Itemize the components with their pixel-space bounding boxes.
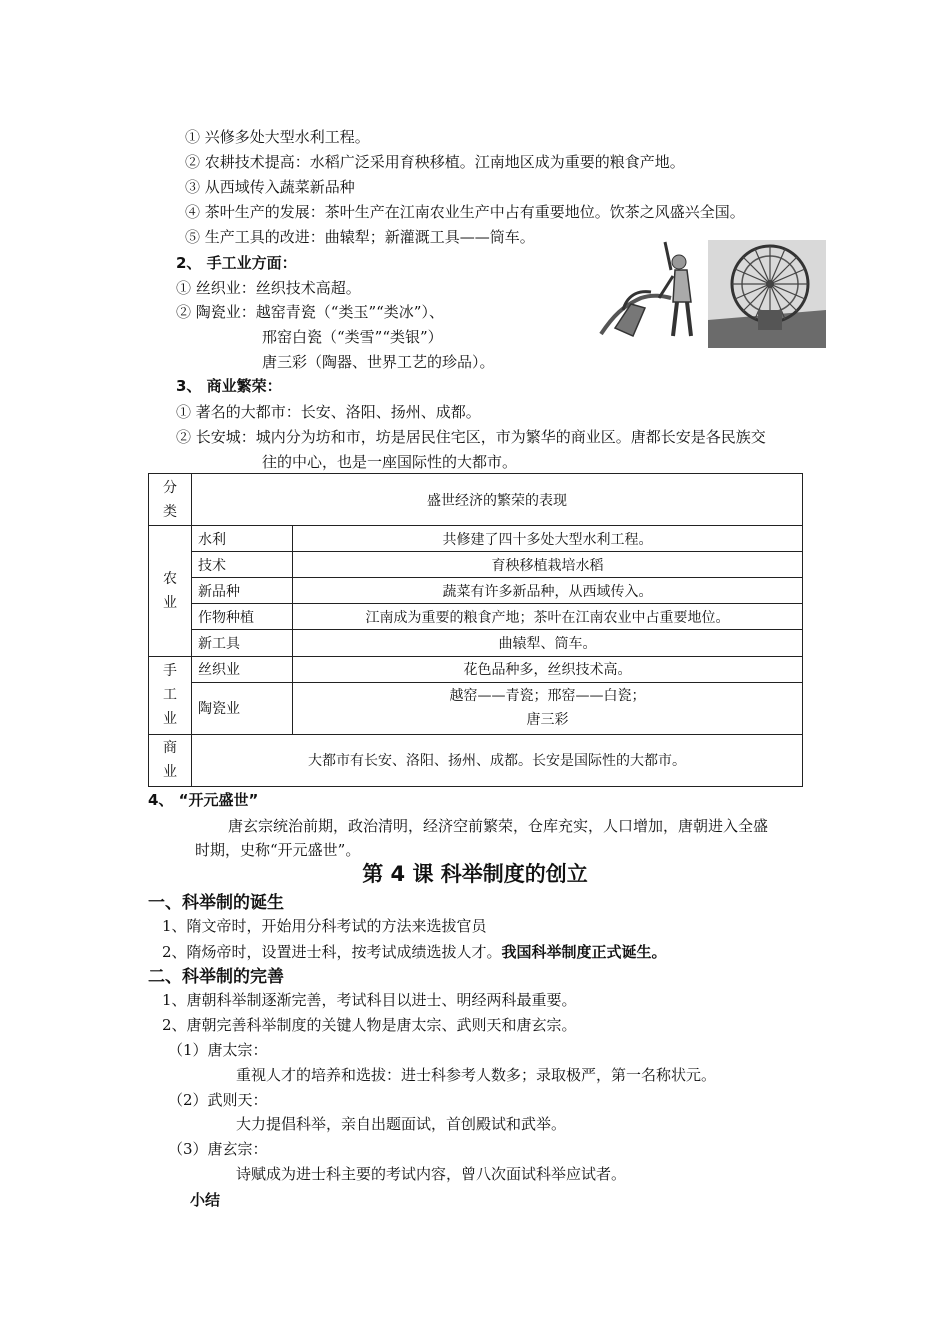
table-desc: 育秧移植栽培水稻 [293,552,803,578]
table-desc-line: 唐三彩 [526,712,569,729]
table-item: 新品种 [192,578,293,604]
agri-point-2: ② 农耕技术提高：水稻广泛采用育秧移植。江南地区成为重要的粮食产地。 [185,153,685,171]
commerce-cities: ① 著名的大都市：长安、洛阳、扬州、成都。 [176,403,481,421]
table-item: 陶瓷业 [192,682,293,734]
commerce-changan-2: 往的中心，也是一座国际性的大都市。 [262,453,518,471]
economy-table [148,473,803,787]
handicraft-heading: 2、 手工业方面： [176,254,297,272]
wuzetian-label: （2）武则天： [168,1091,268,1109]
table-row [149,656,803,682]
table-desc: 共修建了四十多处大型水利工程。 [293,526,803,552]
table-desc: 花色品种多，丝织技术高。 [293,656,803,682]
kaiyuan-heading: 4、 “开元盛世” [148,791,259,809]
agri-point-1: ① 兴修多处大型水利工程。 [185,128,370,146]
summary-label: 小结 [190,1191,221,1209]
handicraft-porcelain-3: 唐三彩（陶器、世界工艺的珍品）。 [262,353,495,371]
table-item: 技术 [192,552,293,578]
table-row [149,734,803,786]
sec2-point-1: 1、唐朝科举制逐渐完善，考试科目以进士、明经两科最重要。 [162,991,577,1009]
agri-point-3: ③ 从西域传入蔬菜新品种 [185,178,355,196]
xuanzong-label: （3）唐玄宗： [168,1140,268,1158]
commerce-changan-1: ② 长安城：城内分为坊和市，坊是居民住宅区，市为繁华的商业区。唐都长安是各民族交 [176,428,766,446]
table-desc: 江南成为重要的粮食产地；茶叶在江南农业中占重要地位。 [293,604,803,630]
handicraft-silk: ① 丝织业：丝织技术高超。 [176,279,361,297]
commerce-heading: 3、 商业繁荣： [176,377,282,395]
table-row [149,682,803,734]
table-row [149,552,803,578]
table-row [149,526,803,552]
sec1-point-2-emphasis: 我国科举制度正式诞生。 [501,943,667,961]
table-item: 水利 [192,526,293,552]
water-wheel-illustration [708,240,826,348]
taizong-label: （1）唐太宗： [168,1041,268,1059]
table-item: 作物种植 [192,604,293,630]
sec1-point-1: 1、隋文帝时，开始用分科考试的方法来选拔官员 [162,917,487,935]
xuanzong-text: 诗赋成为进士科主要的考试内容，曾八次面试科举应试者。 [236,1165,627,1183]
table-category-commerce: 商 业 [149,734,192,786]
table-header-title: 盛世经济的繁荣的表现 [192,474,803,526]
table-row [149,604,803,630]
table-item: 丝织业 [192,656,293,682]
wuzetian-text: 大力提倡科举，亲自出题面试，首创殿试和武举。 [236,1115,567,1133]
agri-point-4: ④ 茶叶生产的发展：茶叶生产在江南农业生产中占有重要地位。饮茶之风盛兴全国。 [185,203,745,221]
taizong-text: 重视人才的培养和选拔：进士科参考人数多；录取极严，第一名称状元。 [236,1066,717,1084]
table-row [149,630,803,656]
sec1-point-2 [162,940,667,964]
agri-point-5: ⑤ 生产工具的改进：曲辕犁；新灌溉工具——筒车。 [185,228,535,246]
section-heading-1: 一、科举制的诞生 [148,893,284,913]
sec2-point-2: 2、唐朝完善科举制度的关键人物是唐太宗、武则天和唐玄宗。 [162,1016,577,1034]
table-category-agriculture: 农 业 [149,526,192,656]
section-heading-2: 二、科举制的完善 [148,967,284,987]
handicraft-porcelain-2: 邢窑白瓷（“类雪”“类银”） [262,328,443,346]
lesson-title: 第 4 课 科举制度的创立 [362,862,588,886]
kaiyuan-text-1: 唐玄宗统治前期，政治清明，经济空前繁荣，仓库充实，人口增加，唐朝进入全盛 [228,817,769,835]
curved-plow-illustration [593,236,705,344]
table-desc: 蔬菜有许多新品种，从西域传入。 [293,578,803,604]
table-desc-line: 越窑——青瓷；邢窑——白瓷； [449,688,646,705]
table-desc: 大都市有长安、洛阳、扬州、成都。长安是国际性的大都市。 [192,734,803,786]
table-row [149,578,803,604]
table-category-handicraft: 手 工 业 [149,656,192,734]
table-header-category: 分 类 [149,474,192,526]
table-desc [293,682,803,734]
table-header-row [149,474,803,526]
table-desc: 曲辕犁、筒车。 [293,630,803,656]
handicraft-porcelain-1: ② 陶瓷业：越窑青瓷（“类玉”“类冰”）、 [176,303,444,321]
sec1-point-2-text: 2、隋炀帝时，设置进士科，按考试成绩选拔人才。 [162,943,502,961]
kaiyuan-text-2: 时期，史称“开元盛世”。 [195,841,361,859]
table-item: 新工具 [192,630,293,656]
